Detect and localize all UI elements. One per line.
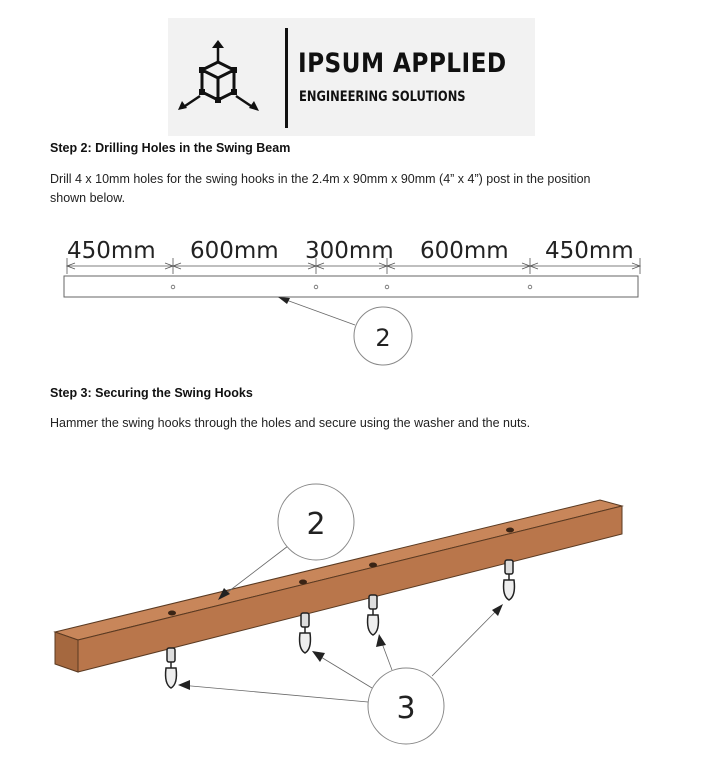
callout-number-beam-assembly: 2 [306, 507, 326, 542]
swing-hook [300, 613, 311, 653]
step2-heading: Step 2: Drilling Holes in the Swing Beam [50, 141, 291, 155]
hole-marker [506, 528, 514, 533]
step2-text-line1: Drill 4 x 10mm holes for the swing hooks in the 2.4m x 90mm x 90mm (4” x 4”) post in the position [50, 172, 591, 186]
hole-marker [369, 563, 377, 568]
step3-text: Hammer the swing hooks through the holes and secure using the washer and the nuts. [50, 416, 531, 430]
step2-text-line2: shown below. [50, 191, 126, 205]
swing-hook [504, 560, 515, 600]
step3-heading: Step 3: Securing the Swing Hooks [50, 386, 253, 400]
logo-title: IPSUM APPLIED [298, 48, 507, 79]
dimension-label-4: 600mm [420, 238, 509, 264]
callout-number-beam: 2 [375, 324, 391, 352]
dimension-label-3: 300mm [305, 238, 394, 264]
hole-marker [299, 580, 307, 585]
swing-beam-assembly-illustration [0, 470, 713, 770]
dimension-label-5: 450mm [545, 238, 634, 264]
dimension-label-1: 450mm [67, 238, 156, 264]
dimension-label-2: 600mm [190, 238, 279, 264]
beam-plan-view [64, 276, 638, 297]
beam-dimension-diagram [0, 240, 713, 380]
callout-number-hooks: 3 [396, 691, 416, 726]
swing-hook [166, 648, 177, 688]
cube-with-axes-icon [172, 38, 272, 118]
swing-hook [368, 595, 379, 635]
logo-divider [285, 28, 288, 128]
hole-marker [168, 611, 176, 616]
logo-subtitle: ENGINEERING SOLUTIONS [299, 89, 466, 105]
